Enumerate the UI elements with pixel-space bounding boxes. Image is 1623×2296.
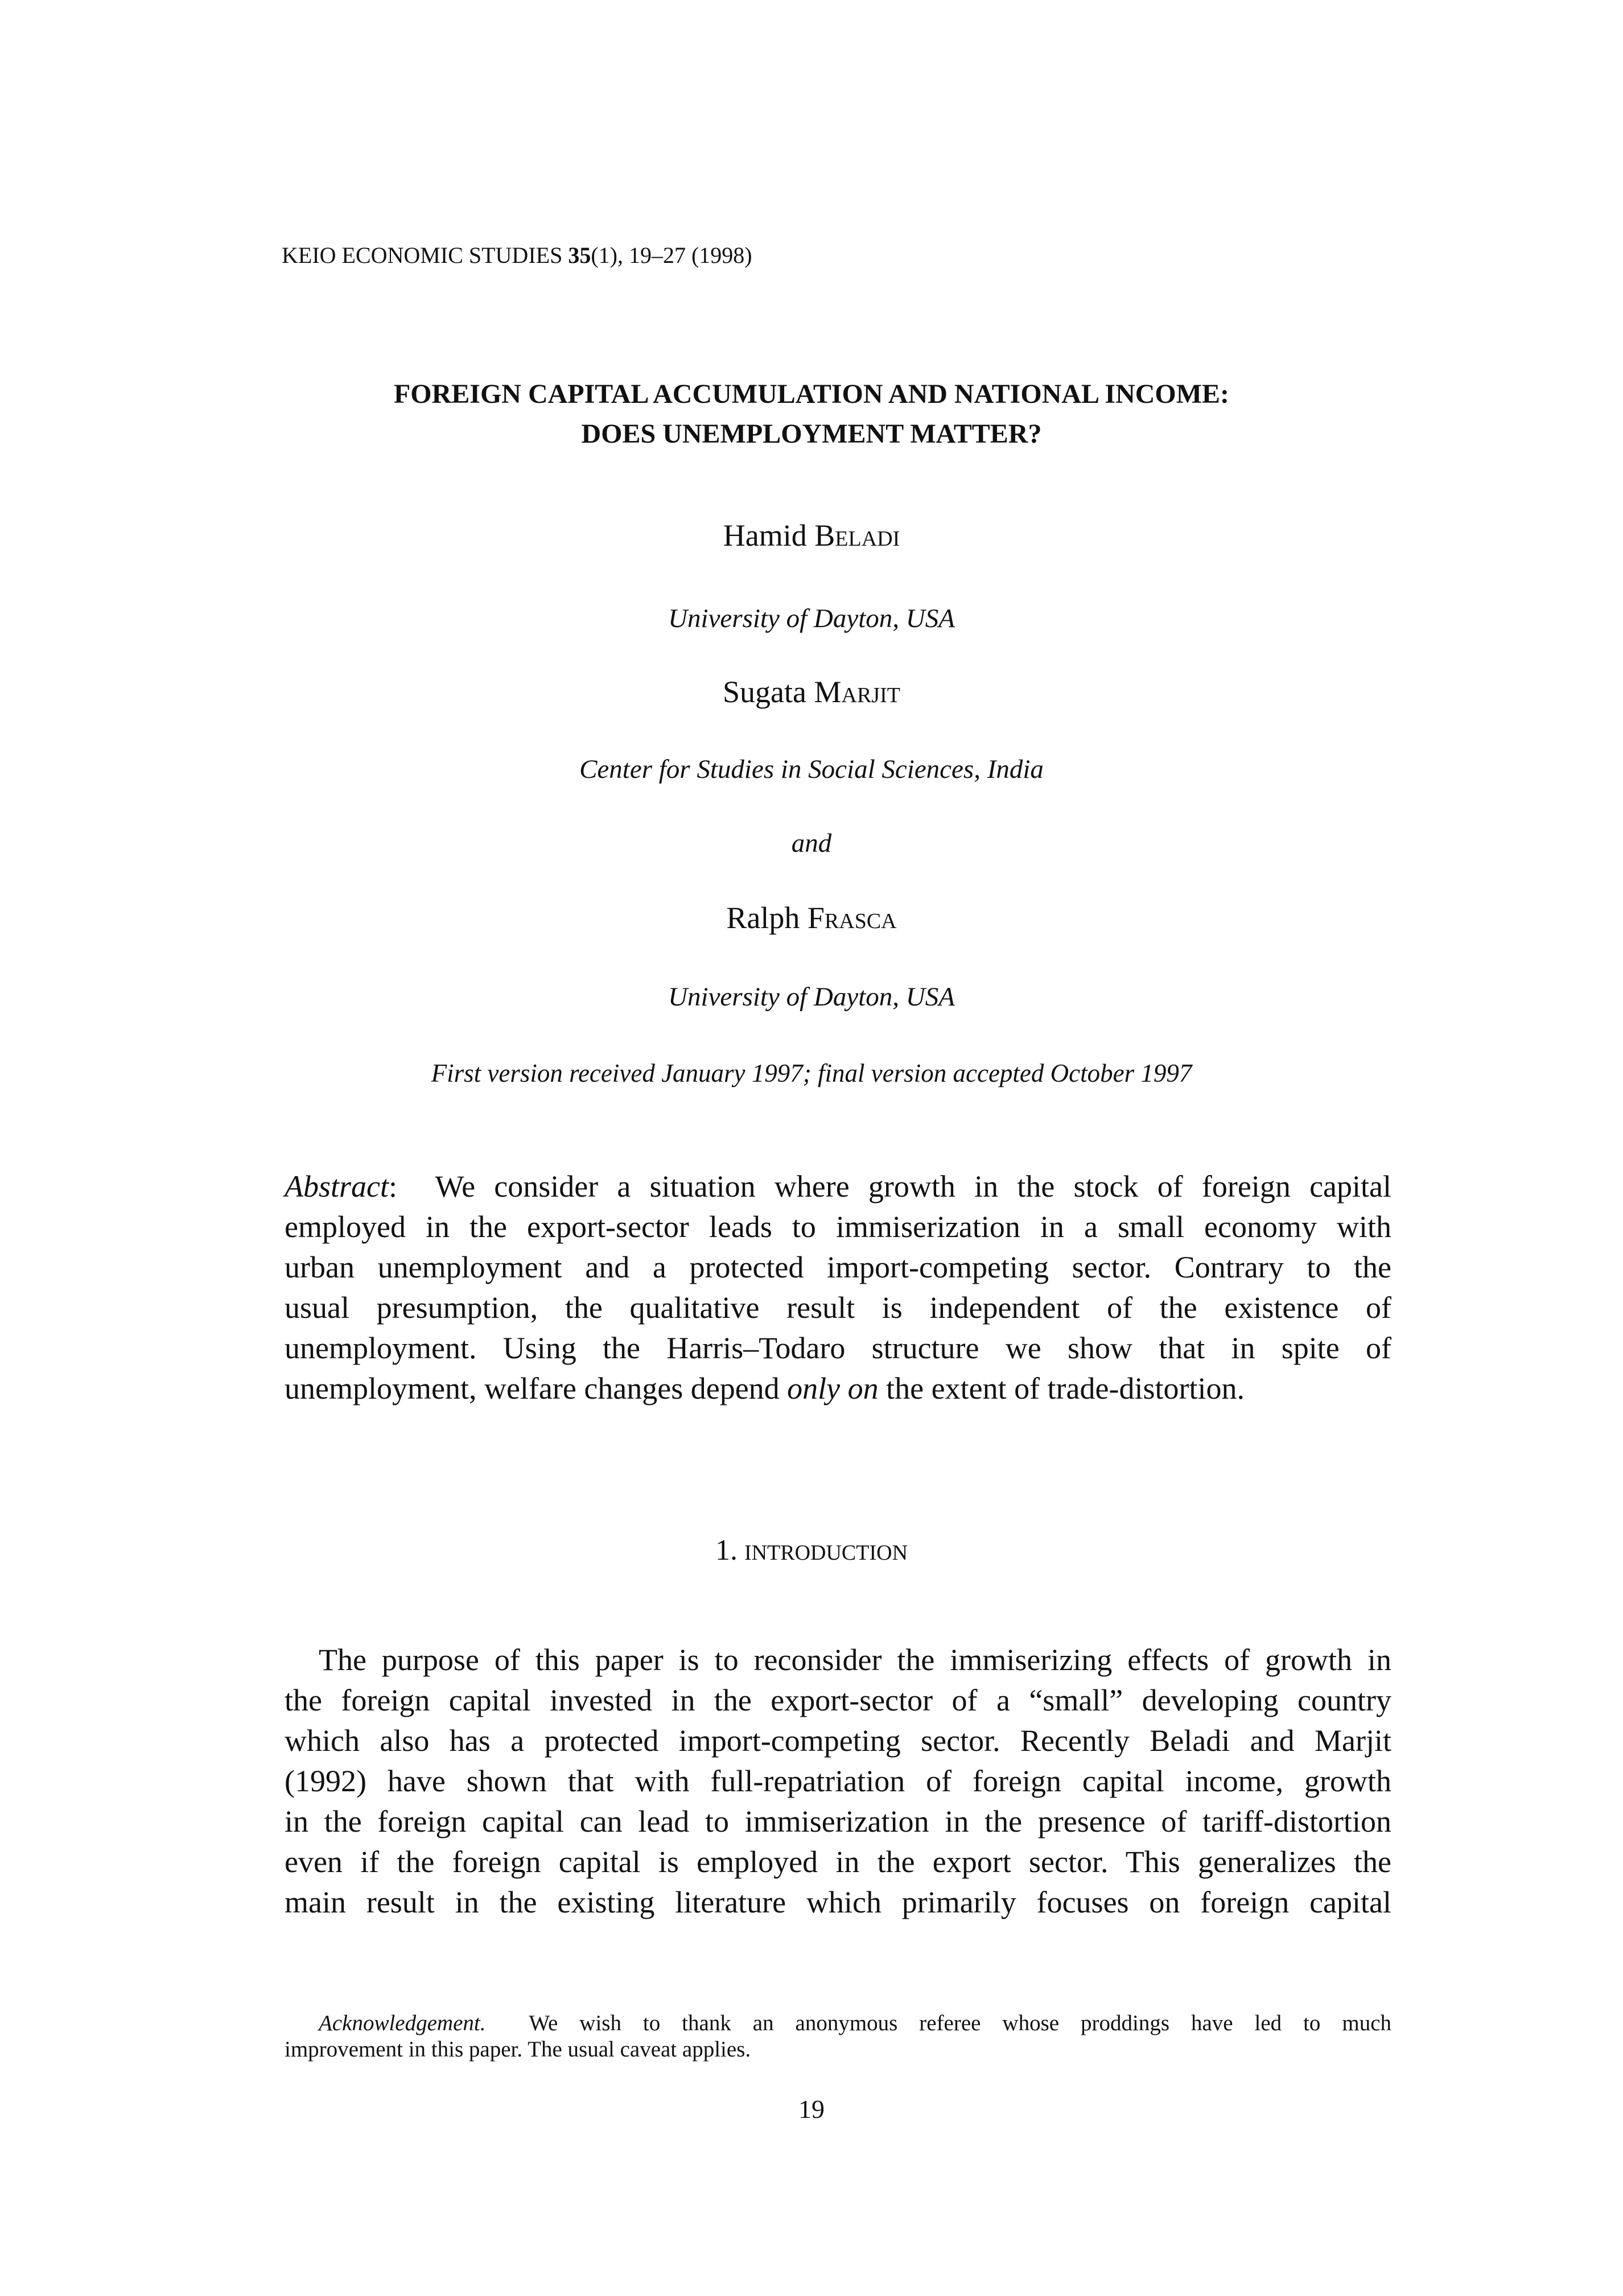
page-number: 19 — [798, 2095, 825, 2124]
abstract-line: unemployment. Using the Harris–Todaro structure we show that in spite of — [285, 1331, 1391, 1365]
author-first-name: Ralph — [726, 901, 800, 935]
section-title: INTRODUCTION — [744, 1541, 908, 1565]
intro-line: (1992) have shown that with full-repatriation of foreign capital income, growth — [285, 1764, 1391, 1798]
abstract-label: Abstract — [285, 1169, 389, 1203]
abstract-emphasis: only on — [787, 1371, 879, 1405]
section-number: 1. — [715, 1534, 738, 1567]
author-2-affiliation: Center for Studies in Social Sciences, India — [579, 755, 1044, 784]
abstract-line: usual presumption, the qualitative result is independent of the existence of — [285, 1291, 1391, 1325]
abstract-text: unemployment, welfare changes depend — [285, 1371, 780, 1405]
abstract-line: urban unemployment and a protected import-competing sector. Contrary to the — [285, 1250, 1391, 1284]
intro-line: main result in the existing literature which primarily focuses on foreign capital — [285, 1885, 1391, 1919]
abstract-text: We consider a situation where growth in the stock of foreign capital — [435, 1169, 1391, 1203]
ack-line: improvement in this paper. The usual caveat applies. — [285, 2037, 751, 2062]
journal-volume: 35 — [568, 242, 591, 268]
section-heading — [0, 1534, 1623, 1567]
author-first-name: Sugata — [723, 675, 806, 709]
and-label: and — [791, 828, 832, 858]
author-3-affiliation: University of Dayton, USA — [668, 982, 955, 1012]
journal-issue: (1), 19–27 (1998) — [591, 242, 752, 268]
author-3 — [0, 900, 1623, 935]
ack-text: We wish to thank an anonymous referee whose proddings have led to much — [529, 2011, 1391, 2035]
author-1 — [0, 518, 1623, 553]
intro-line: which also has a protected import-competing sector. Recently Beladi and Marjit — [285, 1724, 1391, 1758]
author-first-name: Hamid — [723, 518, 807, 553]
received-dates: First version received January 1997; final version accepted October 1997 — [431, 1059, 1192, 1087]
journal-citation — [282, 242, 752, 269]
abstract-text: the extent of trade-distortion. — [886, 1371, 1245, 1405]
paper-title-line-1: FOREIGN CAPITAL ACCUMULATION AND NATIONAL INCOME: — [393, 379, 1230, 409]
author-last-name: Frasca — [807, 901, 897, 935]
author-1-affiliation: University of Dayton, USA — [668, 604, 955, 633]
author-last-name: Beladi — [814, 518, 900, 553]
intro-line: the foreign capital invested in the export-sector of a “small” developing country — [285, 1683, 1391, 1717]
intro-line: The purpose of this paper is to reconsider the immiserizing effects of growth in — [319, 1643, 1391, 1677]
abstract — [285, 1166, 1391, 1409]
author-last-name: Marjit — [814, 675, 900, 709]
journal-name: KEIO ECONOMIC STUDIES — [282, 242, 563, 268]
abstract-line — [285, 1368, 1391, 1409]
ack-label: Acknowledgement. — [319, 2011, 486, 2035]
intro-line: in the foreign capital can lead to immiserization in the presence of tariff-distortion — [285, 1804, 1391, 1839]
author-2 — [0, 674, 1623, 710]
acknowledgement-footnote — [285, 2010, 1391, 2063]
paper-title-line-2: DOES UNEMPLOYMENT MATTER? — [581, 419, 1042, 449]
intro-line: even if the foreign capital is employed in the export sector. This generalizes the — [285, 1845, 1391, 1879]
abstract-line: employed in the export-sector leads to immiserization in a small economy with — [285, 1210, 1391, 1244]
ack-line — [285, 2010, 1391, 2037]
abstract-line: Abstract: We consider a situation where growth in the stock of foreign capital — [285, 1169, 1391, 1203]
introduction-paragraph — [285, 1640, 1391, 1923]
